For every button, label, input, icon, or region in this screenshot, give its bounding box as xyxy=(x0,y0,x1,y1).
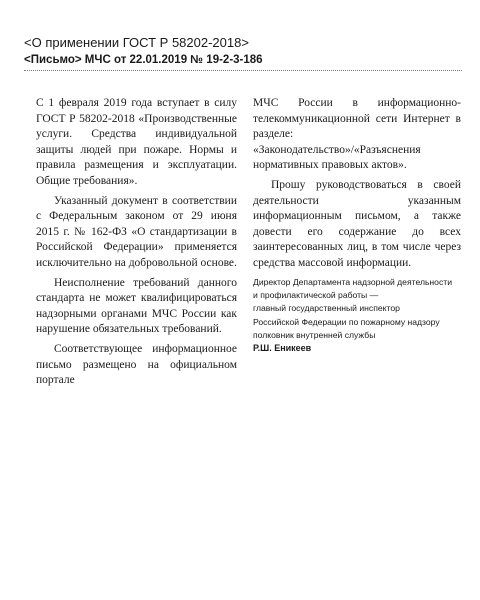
paragraph-portal-continued: МЧС России в информационно-телекоммуникационной сети Интернет в разделе: «Законодательство»/«Разъяснения нормативных правовых актов». xyxy=(253,97,461,172)
signature-position-line-5: полковник внутренней службы xyxy=(253,329,376,340)
document-title: <О применении ГОСТ Р 58202-2018> xyxy=(24,35,249,50)
paragraph-voluntary-basis: Указанный документ в соответствии с Федеральным законом от 29 июня 2015 г. № 162-ФЗ «О стандартизации в Российской Федерации» применяется исключительно на добровольной основе. xyxy=(36,194,237,269)
document-header xyxy=(24,34,454,68)
right-text-column xyxy=(253,96,461,272)
header-divider xyxy=(24,70,462,71)
signature-position-line-1: Директор Департамента надзорной деятельности xyxy=(253,277,452,287)
paragraph-request: Прошу руководствоваться в своей деятельности указанным информационным письмом, а также довести его содержание до всех заинтересованных лиц, в том числе через средства массовой информации. xyxy=(253,178,461,269)
signature-position-line-2: и профилактической работы — xyxy=(253,290,379,301)
document-subtitle: <Письмо> МЧС от 22.01.2019 № 19-2-3-186 xyxy=(24,54,263,66)
left-text-column xyxy=(36,96,237,389)
signature-block xyxy=(253,276,463,355)
signature-position-line-4: Российской Федерации по пожарному надзору xyxy=(253,316,440,327)
paragraph-non-compliance: Неисполнение требований данного стандарта не может квалифицироваться надзорными органами МЧС России как нарушение обязательных требований. xyxy=(36,276,237,336)
paragraph-effective-date: С 1 февраля 2019 года вступает в силу ГОСТ Р 58202-2018 «Производственные услуги. Средства индивидуальной защиты людей при пожаре. Нормы и правила размещения и эксплуатации. Общие требования». xyxy=(36,97,237,187)
signatory-name: Р.Ш. Еникеев xyxy=(253,343,312,354)
paragraph-portal-start: Соответствующее информационное письмо размещено на официальном портале xyxy=(36,342,237,387)
signature-position-line-3: главный государственный инспектор xyxy=(253,303,400,314)
